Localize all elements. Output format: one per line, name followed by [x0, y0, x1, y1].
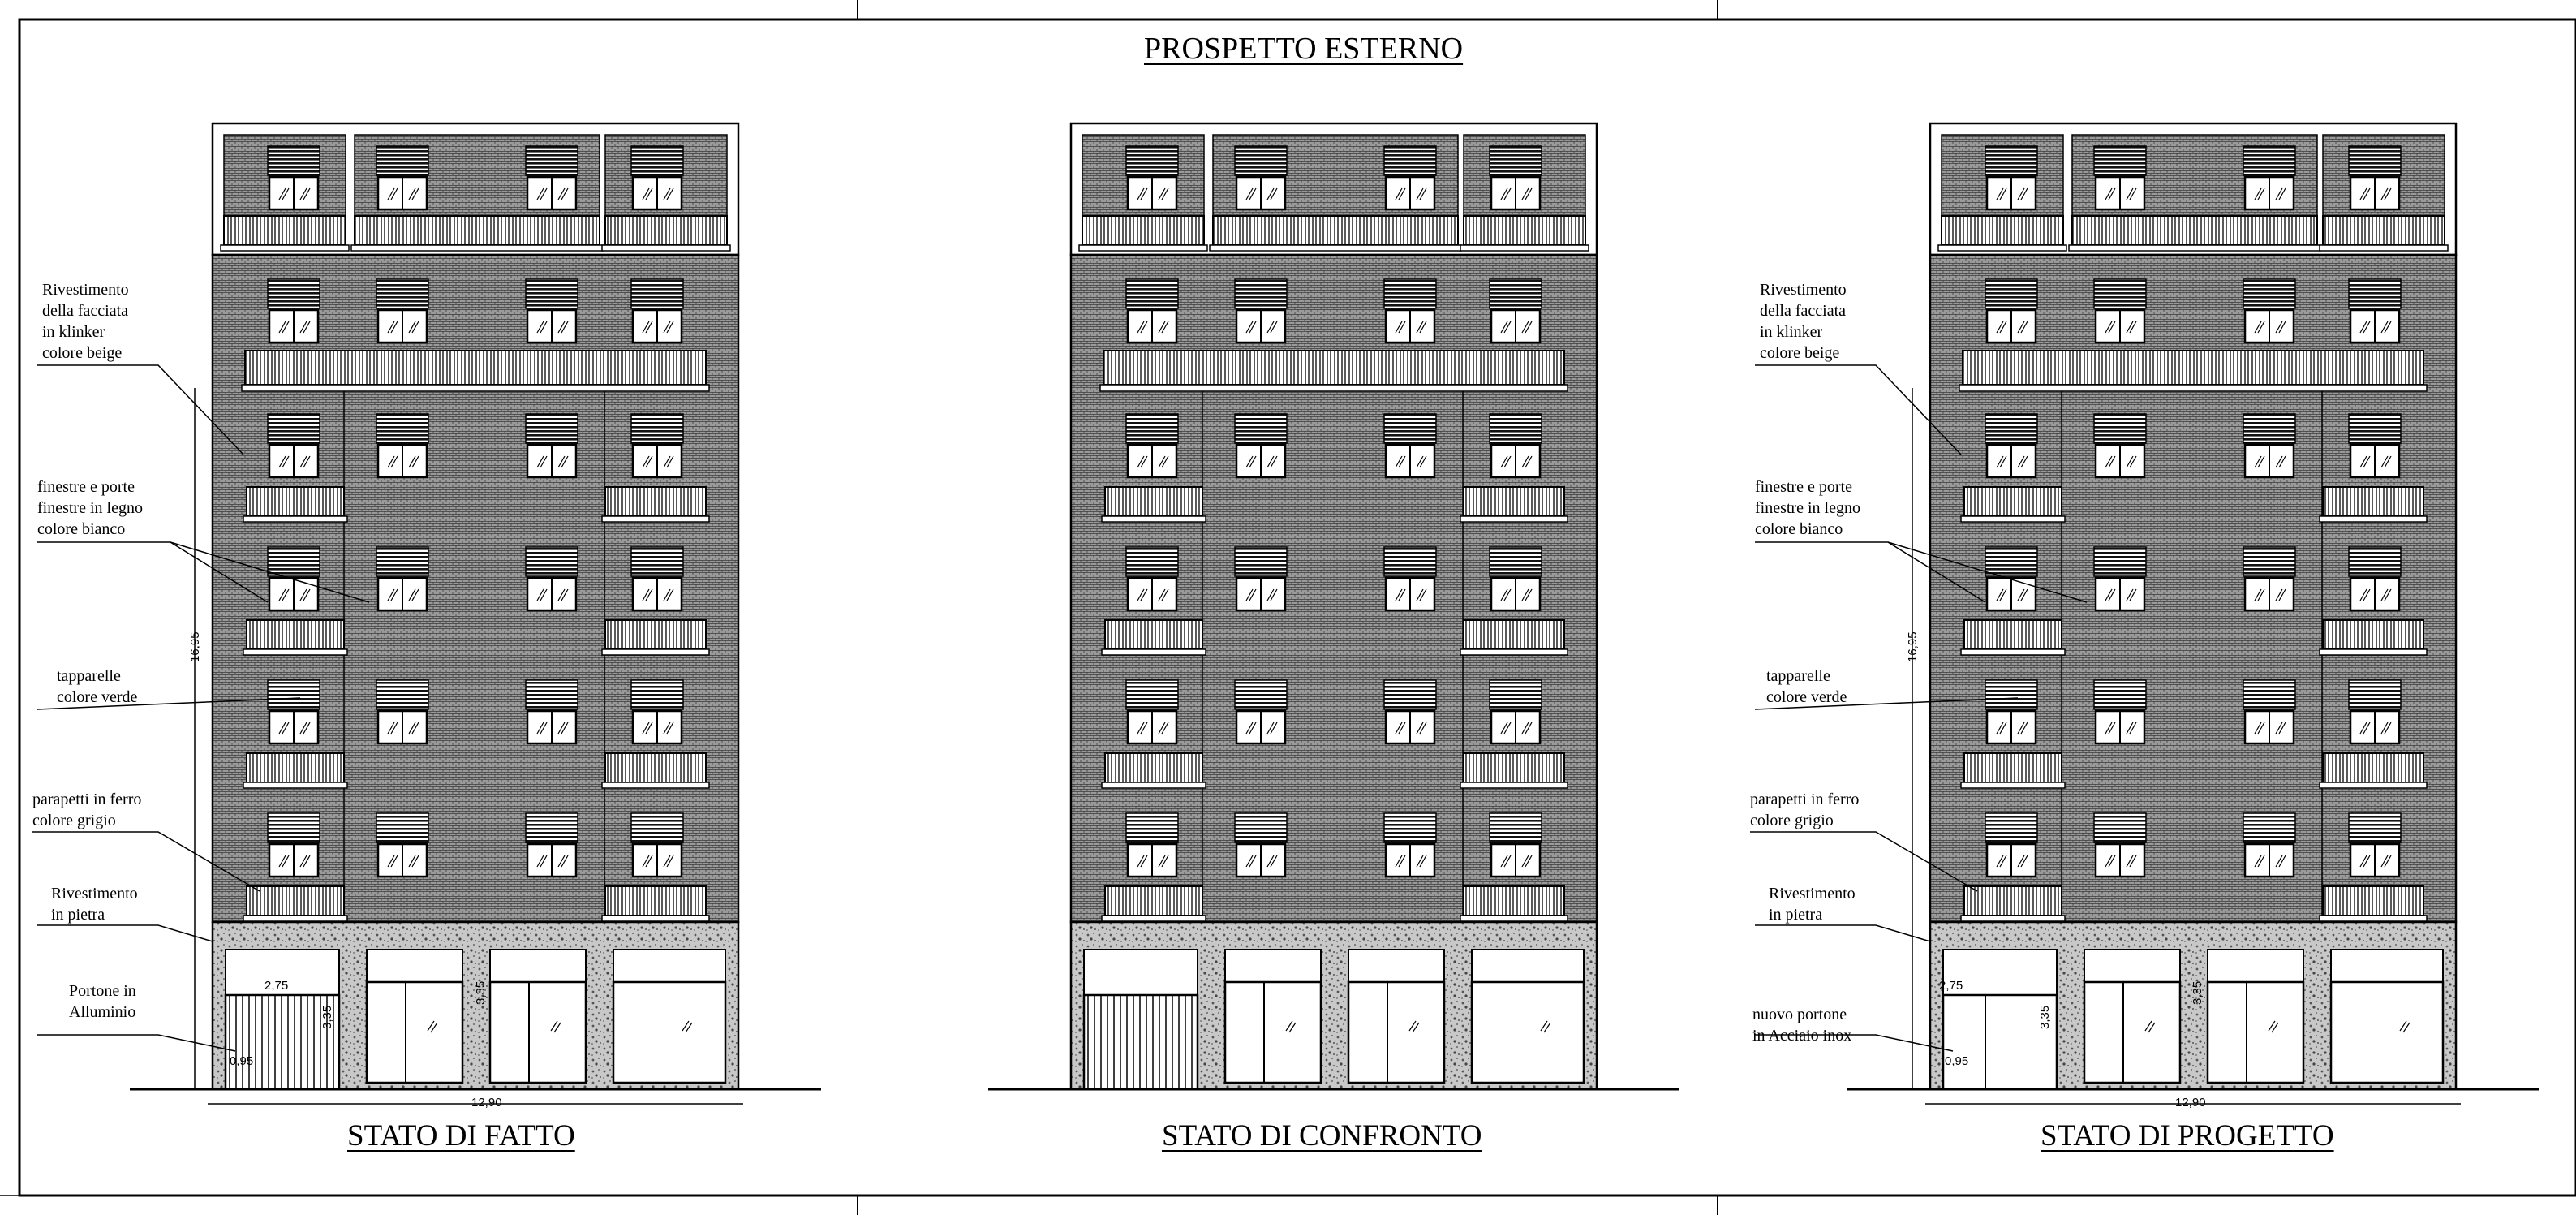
balcony-railing: [1942, 216, 2063, 245]
shop-window: [1348, 982, 1444, 1083]
shutter: [1985, 146, 2037, 175]
shutter: [2243, 680, 2295, 709]
balcony-railing: [605, 487, 706, 516]
shutter: [376, 813, 428, 842]
shutter: [2349, 279, 2401, 308]
dim-small-width-fatto: 0,95: [230, 1054, 254, 1068]
note-klinker-fatto: Rivestimento della facciata in klinker colore beige: [42, 281, 129, 362]
balcony-railing: [1464, 487, 1564, 516]
balcony-slab: [1961, 649, 2065, 655]
shutter: [268, 279, 320, 308]
shutter: [2349, 547, 2401, 576]
shutter: [526, 547, 578, 576]
balcony-slab: [1210, 245, 1461, 251]
note-portone-progetto: nuovo portone in Acciaio inox: [1752, 1006, 1852, 1045]
shutter: [1235, 547, 1287, 576]
shutter: [526, 680, 578, 709]
balcony-slab: [1460, 782, 1568, 788]
balcony-railing: [1964, 487, 2062, 516]
balcony-railing: [2323, 487, 2423, 516]
balcony-slab: [1961, 516, 2065, 522]
leader-line: [37, 1035, 235, 1051]
view-title-confronto: STATO DI CONFRONTO: [1162, 1119, 1482, 1153]
note-klinker-progetto: Rivestimento della facciata in klinker colore beige: [1760, 281, 1847, 362]
leader-line: [1755, 925, 1930, 941]
shutter: [268, 146, 320, 175]
shutter: [2243, 146, 2295, 175]
shutter: [2094, 813, 2146, 842]
shutter: [631, 414, 683, 443]
shop-transom: [367, 950, 462, 982]
shutter: [2243, 813, 2295, 842]
dim-height-fatto: 16,95: [188, 631, 202, 662]
note-parapetti-fatto: parapetti in ferro colore grigio: [32, 791, 142, 829]
shutter: [268, 680, 320, 709]
shutter: [1235, 680, 1287, 709]
shutter: [1985, 414, 2037, 443]
shutter: [268, 414, 320, 443]
sheet-title: PROSPETTO ESTERNO: [1144, 32, 1464, 66]
shutter: [2094, 680, 2146, 709]
shutter: [1235, 414, 1287, 443]
balcony-slab: [602, 782, 709, 788]
shutter: [526, 813, 578, 842]
shutter: [1490, 547, 1542, 576]
shutter: [1490, 813, 1542, 842]
balcony-slab: [243, 916, 347, 921]
dim-width-fatto: 12,90: [471, 1096, 502, 1109]
shutter: [526, 146, 578, 175]
entrance-transom: [1084, 950, 1198, 995]
balcony-railing: [2323, 753, 2423, 782]
dim-door-height-progetto: 3,35: [2038, 1005, 2052, 1029]
shop-transom: [2331, 950, 2443, 982]
shop-transom: [613, 950, 725, 982]
elevation-stato-di-progetto: [1750, 123, 2539, 1104]
shutter: [1126, 146, 1178, 175]
balcony-slab: [1460, 649, 1568, 655]
note-tapparelle-fatto: tapparelle colore verde: [57, 667, 138, 706]
note-finestre-fatto: finestre e porte finestre in legno colore bianco: [37, 478, 143, 538]
shop-transom: [2208, 950, 2303, 982]
shutter: [1235, 146, 1287, 175]
shop-transom: [1348, 950, 1444, 982]
shutter: [1985, 279, 2037, 308]
shop-window: [1472, 982, 1584, 1083]
shutter: [1985, 680, 2037, 709]
shutter: [376, 414, 428, 443]
balcony-slab: [1460, 245, 1589, 251]
balcony-slab: [602, 245, 730, 251]
balcony-railing: [1464, 216, 1585, 245]
balcony-railing: [1105, 620, 1202, 649]
shutter: [526, 414, 578, 443]
balcony-railing: [605, 753, 706, 782]
balcony-slab: [602, 649, 709, 655]
note-tapparelle-progetto: tapparelle colore verde: [1766, 667, 1847, 706]
balcony-railing: [1964, 886, 2062, 916]
shutter: [526, 279, 578, 308]
shutter: [1384, 547, 1436, 576]
balcony-railing: [2072, 216, 2317, 245]
balcony-railing: [1964, 620, 2062, 649]
balcony-slab: [1102, 916, 1206, 921]
shutter: [1126, 279, 1178, 308]
balcony-slab: [1102, 649, 1206, 655]
shutter: [2349, 813, 2401, 842]
balcony-slab: [1102, 516, 1206, 522]
balcony-railing: [2323, 620, 2423, 649]
shutter: [1235, 813, 1287, 842]
shop-window: [2208, 982, 2303, 1083]
balcony-slab: [1460, 516, 1568, 522]
balcony-railing: [247, 886, 344, 916]
balcony-railing: [247, 753, 344, 782]
balcony-slab: [351, 245, 603, 251]
note-finestre-progetto: finestre e porte finestre in legno colore bianco: [1755, 478, 1860, 538]
shutter: [2349, 146, 2401, 175]
shop-window: [2331, 982, 2443, 1083]
balcony-slab: [1100, 385, 1568, 391]
balcony-railing: [1464, 753, 1564, 782]
balcony-railing: [605, 886, 706, 916]
balcony-railing: [1464, 620, 1564, 649]
view-title-fatto: STATO DI FATTO: [347, 1119, 575, 1153]
shutter: [1235, 279, 1287, 308]
balcony-slab: [2320, 649, 2427, 655]
balcony-slab: [1938, 245, 2066, 251]
dim-shop-height-fatto: 3,35: [474, 980, 488, 1005]
shutter: [1490, 680, 1542, 709]
shutter: [1126, 414, 1178, 443]
balcony-slab: [1460, 916, 1568, 921]
balcony-slab: [243, 782, 347, 788]
balcony-railing: [1082, 216, 1204, 245]
dim-width-progetto: 12,90: [2175, 1096, 2206, 1109]
balcony-slab: [1959, 385, 2427, 391]
balcony-slab: [243, 649, 347, 655]
note-pietra-progetto: Rivestimento in pietra: [1769, 885, 1856, 924]
balcony-railing: [1213, 216, 1458, 245]
shop-transom: [1472, 950, 1584, 982]
shutter: [1384, 414, 1436, 443]
elevation-stato-di-fatto: [32, 123, 821, 1104]
balcony-railing: [247, 620, 344, 649]
balcony-railing: [2323, 886, 2423, 916]
shutter: [2094, 146, 2146, 175]
shop-window: [2084, 982, 2180, 1083]
shutter: [1384, 279, 1436, 308]
shop-transom: [490, 950, 586, 982]
shutter: [376, 279, 428, 308]
shutter: [2094, 279, 2146, 308]
balcony-railing: [247, 487, 344, 516]
balcony-railing: [1103, 351, 1564, 385]
balcony-slab: [602, 516, 709, 522]
balcony-slab: [243, 516, 347, 522]
shutter: [268, 813, 320, 842]
shutter: [631, 279, 683, 308]
balcony-slab: [2320, 516, 2427, 522]
shop-window: [1225, 982, 1321, 1083]
shop-window: [490, 982, 586, 1083]
shutter: [1126, 547, 1178, 576]
entrance-door: [1084, 995, 1198, 1089]
shop-transom: [2084, 950, 2180, 982]
elevation-stato-di-confronto: [988, 123, 1679, 1089]
balcony-slab: [2069, 245, 2320, 251]
balcony-railing: [1105, 753, 1202, 782]
balcony-slab: [602, 916, 709, 921]
balcony-slab: [1079, 245, 1207, 251]
note-pietra-fatto: Rivestimento in pietra: [51, 885, 138, 924]
balcony-slab: [1102, 782, 1206, 788]
shutter: [1126, 680, 1178, 709]
balcony-railing: [1963, 351, 2423, 385]
shutter: [1985, 547, 2037, 576]
balcony-slab: [2320, 916, 2427, 921]
note-portone-fatto: Portone in Alluminio: [69, 982, 136, 1021]
balcony-railing: [1464, 886, 1564, 916]
balcony-slab: [2320, 245, 2448, 251]
shutter: [1126, 813, 1178, 842]
shop-window: [367, 982, 462, 1083]
balcony-railing: [224, 216, 346, 245]
balcony-railing: [245, 351, 706, 385]
note-parapetti-progetto: parapetti in ferro colore grigio: [1750, 791, 1860, 829]
balcony-railing: [1105, 886, 1202, 916]
shutter: [1384, 813, 1436, 842]
dim-door-width-fatto: 2,75: [264, 979, 289, 993]
balcony-railing: [605, 620, 706, 649]
shutter: [376, 547, 428, 576]
leader-line: [37, 925, 213, 941]
shutter: [2349, 680, 2401, 709]
shop-window: [613, 982, 725, 1083]
shop-transom: [1225, 950, 1321, 982]
dim-shop-height-progetto: 3,35: [2191, 980, 2204, 1005]
dim-door-width-progetto: 2,75: [1939, 979, 1963, 993]
shutter: [1490, 414, 1542, 443]
shutter: [1384, 146, 1436, 175]
shutter: [1985, 813, 2037, 842]
balcony-railing: [2323, 216, 2445, 245]
shutter: [268, 547, 320, 576]
balcony-railing: [605, 216, 727, 245]
shutter: [631, 146, 683, 175]
shutter: [1490, 146, 1542, 175]
shutter: [376, 680, 428, 709]
balcony-slab: [1961, 782, 2065, 788]
balcony-railing: [355, 216, 600, 245]
dim-small-width-progetto: 0,95: [1945, 1054, 1969, 1068]
shutter: [631, 680, 683, 709]
balcony-railing: [1105, 487, 1202, 516]
balcony-slab: [2320, 782, 2427, 788]
balcony-slab: [221, 245, 349, 251]
shutter: [1490, 279, 1542, 308]
balcony-railing: [1964, 753, 2062, 782]
dim-door-height-fatto: 3,35: [320, 1005, 334, 1029]
shutter: [2243, 414, 2295, 443]
shutter: [2094, 414, 2146, 443]
shutter: [2349, 414, 2401, 443]
shutter: [2243, 547, 2295, 576]
shutter: [631, 547, 683, 576]
dim-height-progetto: 16,95: [1906, 631, 1920, 662]
shutter: [1384, 680, 1436, 709]
shutter: [376, 146, 428, 175]
shutter: [2094, 547, 2146, 576]
shutter: [2243, 279, 2295, 308]
view-title-progetto: STATO DI PROGETTO: [2041, 1119, 2334, 1153]
balcony-slab: [242, 385, 709, 391]
balcony-slab: [1961, 916, 2065, 921]
shutter: [631, 813, 683, 842]
